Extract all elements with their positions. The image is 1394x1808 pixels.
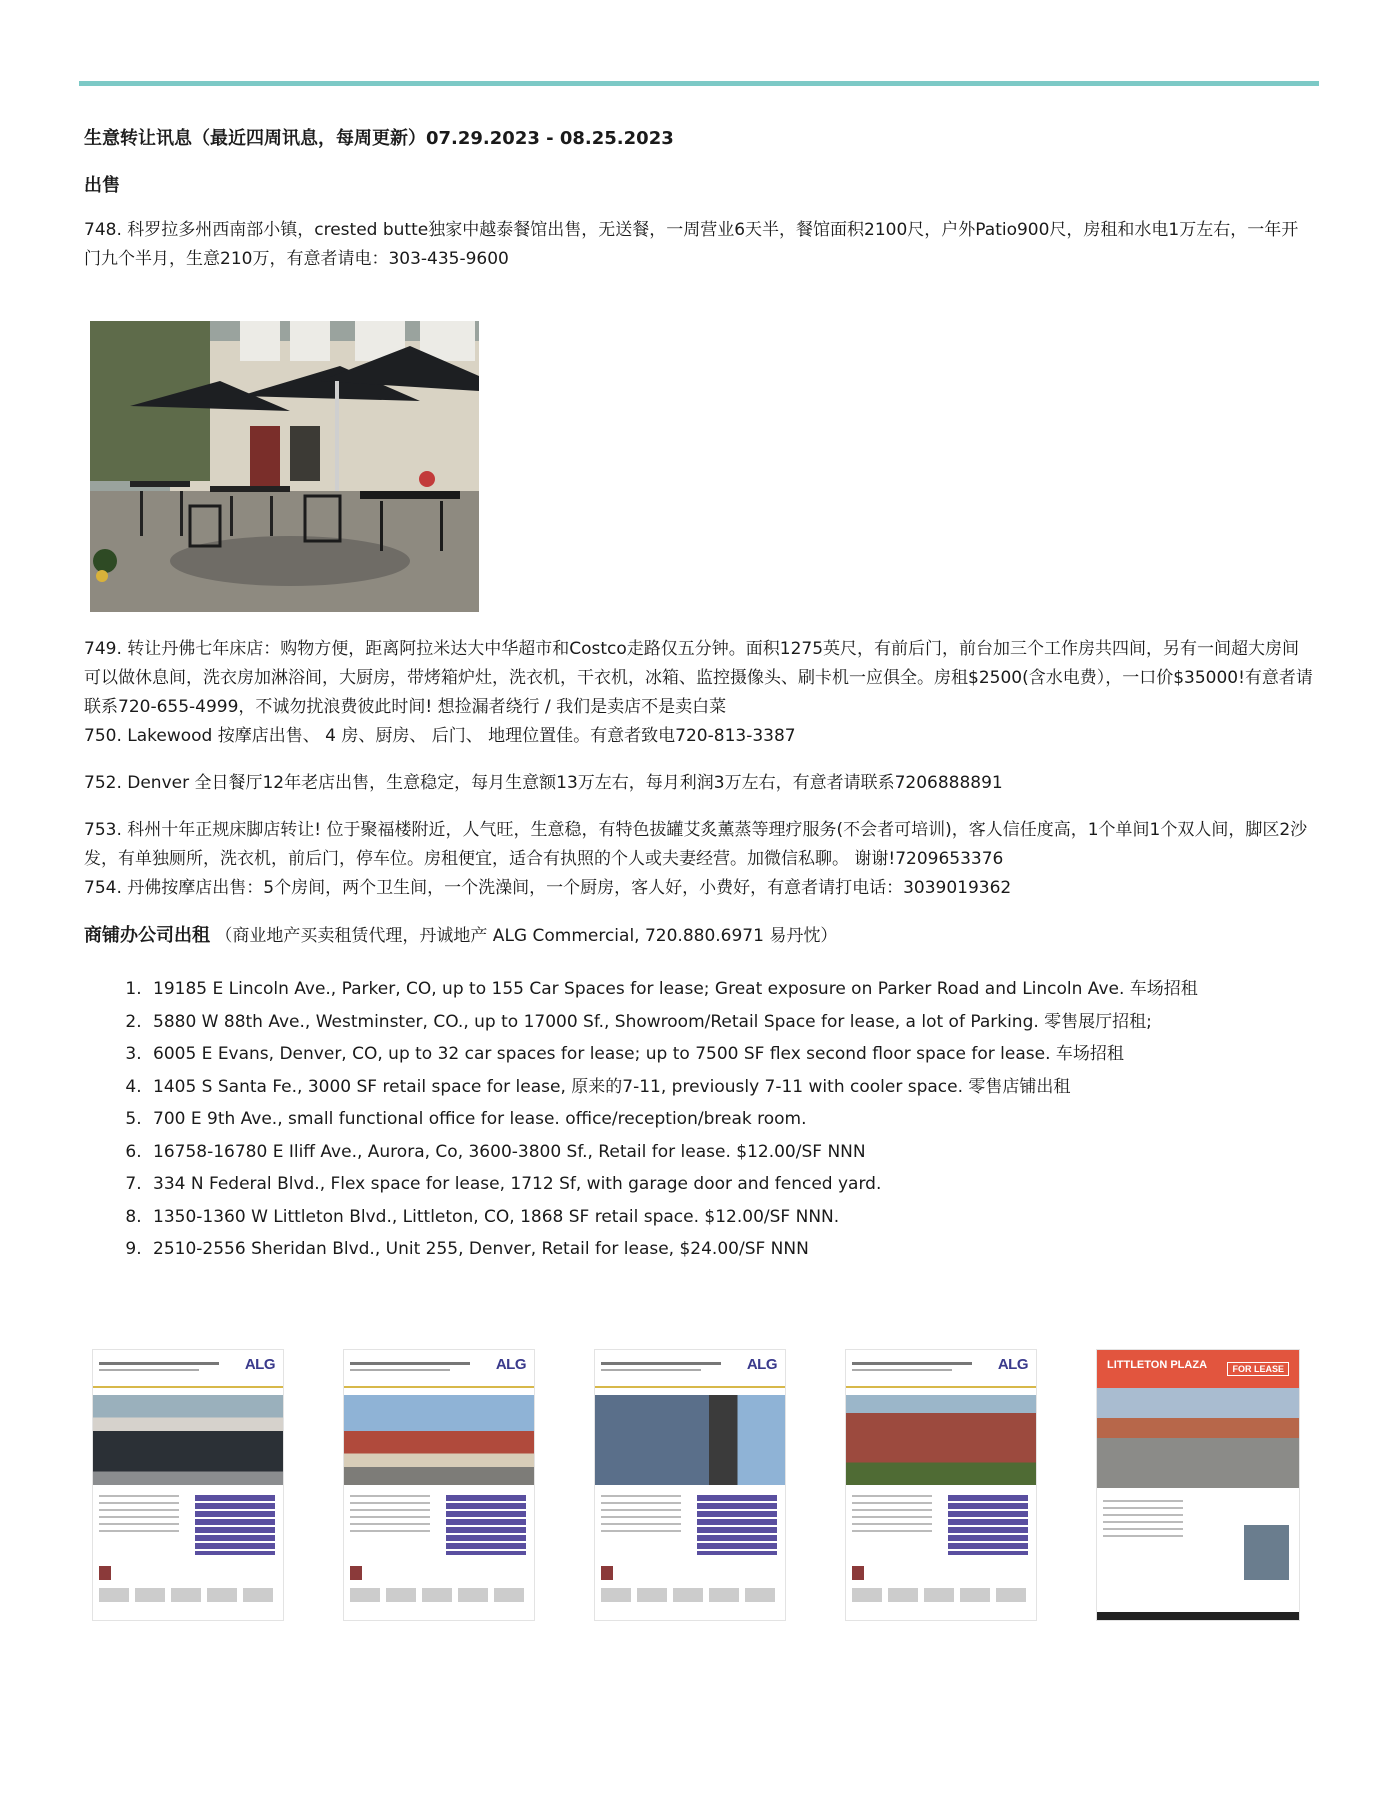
- flyer-text-lines: [99, 1495, 179, 1537]
- listing-748: 748. 科罗拉多州西南部小镇，crested butte独家中越泰餐馆出售，无送餐，一周营业6天半，餐馆面积2100尺，户外Patio900尺，房租和水电1万左右，一年开门九个半月，生意210万，有意者请电：303-435-9600: [84, 220, 1299, 269]
- lease-item: 7. 334 N Federal Blvd., Flex space for lease, 1712 Sf, with garage door and fenced yard.: [147, 1168, 1314, 1201]
- lease-item: 3. 6005 E Evans, Denver, CO, up to 32 car spaces for lease; up to 7500 SF flex second floor space for lease. 车场招租: [147, 1038, 1314, 1071]
- flyer-footer: [852, 1588, 1030, 1602]
- sale-heading: 出售: [84, 175, 120, 196]
- littleton-title: LITTLETON PLAZA: [1107, 1359, 1208, 1371]
- flyer-sign-photo: [1244, 1525, 1289, 1580]
- flyer-title-bar: [601, 1362, 721, 1365]
- lease-item: 9. 2510-2556 Sheridan Blvd., Unit 255, Denver, Retail for lease, $24.00/SF NNN: [147, 1233, 1314, 1266]
- flyer-summary-table: [697, 1495, 777, 1555]
- lease-heading: 商铺办公司出租: [84, 925, 210, 946]
- flyer-subtitle-bar: [350, 1369, 450, 1371]
- property-flyers: [92, 1349, 1298, 1621]
- listing-754: 754. 丹佛按摩店出售：5个房间，两个卫生间，一个洗澡间，一个厨房，客人好，小费好，有意者请打电话：3039019362: [84, 878, 1012, 898]
- alg-logo: ALG: [997, 1356, 1028, 1373]
- flyer-rule: [93, 1386, 283, 1388]
- lease-subheading: （商业地产买卖租赁代理，丹诚地产 ALG Commercial, 720.880.6971 易丹忱）: [215, 926, 838, 946]
- flyer-text-lines: [852, 1495, 932, 1537]
- lease-item: 8. 1350-1360 W Littleton Blvd., Littleton, CO, 1868 SF retail space. $12.00/SF NNN.: [147, 1201, 1314, 1234]
- flyer-footer: [601, 1588, 779, 1602]
- listing-749: 749. 转让丹佛七年床店：购物方便，距离阿拉米达大中华超市和Costco走路仅五分钟。面积1275英尺，有前后门，前台加三个工作房共四间，另有一间超大房间可以做休息间，洗衣房加淋浴间，大厨房，带烤箱炉灶，洗衣机，干衣机，冰箱、监控摄像头、刷卡机一应俱全。房租$2500(含水电费），一口价$35000!有意者请联系720-655-4999，不诚勿扰浪费彼此时间! 想捡漏者绕行 / 我们是卖店不是卖白菜: [84, 639, 1313, 717]
- flyer-title-bar: [99, 1362, 219, 1365]
- lease-item: 5. 700 E 9th Ave., small functional office for lease. office/reception/break room.: [147, 1103, 1314, 1136]
- flyer-subtitle-bar: [852, 1369, 952, 1371]
- lease-list: [84, 973, 1314, 1266]
- document-body: [84, 124, 1314, 1266]
- flyer-auto-repair: [594, 1349, 786, 1621]
- flyer-rule: [846, 1386, 1036, 1388]
- flyer-photo: [93, 1395, 283, 1485]
- listing-752: 752. Denver 全日餐厅12年老店出售，生意稳定，每月生意额13万左右，每月利润3万左右，有意者请联系7206888891: [84, 773, 1003, 793]
- lease-item: 4. 1405 S Santa Fe., 3000 SF retail space for lease, 原来的7-11, previously 7-11 with cooler space. 零售店铺出租: [147, 1071, 1314, 1104]
- flyer-text-lines: [601, 1495, 681, 1537]
- flyer-footer: [350, 1588, 528, 1602]
- agent-photo: [350, 1566, 362, 1580]
- restaurant-patio-photo: [90, 321, 479, 612]
- alg-logo: ALG: [244, 1356, 275, 1373]
- flyer-summary-table: [446, 1495, 526, 1555]
- flyer-text-lines: [1103, 1500, 1183, 1542]
- flyer-text-lines: [350, 1495, 430, 1537]
- littleton-header: [1097, 1350, 1299, 1388]
- alg-logo: ALG: [495, 1356, 526, 1373]
- alg-logo: ALG: [746, 1356, 777, 1373]
- flyer-santo-plaza: [343, 1349, 535, 1621]
- flyer-littleton-plaza: [1096, 1349, 1300, 1621]
- for-lease-badge: FOR LEASE: [1227, 1362, 1289, 1376]
- lease-item: 6. 16758-16780 E Iliff Ave., Aurora, Co, 3600-3800 Sf., Retail for lease. $12.00/SF NNN: [147, 1136, 1314, 1169]
- flyer-rule: [595, 1386, 785, 1388]
- agent-photo: [852, 1566, 864, 1580]
- agent-photo: [99, 1566, 111, 1580]
- lease-heading-line: [84, 921, 1314, 951]
- flyer-subtitle-bar: [601, 1369, 701, 1371]
- flyer-east-iliff-plaza: [92, 1349, 284, 1621]
- flyer-700-e-9th-ave: [845, 1349, 1037, 1621]
- flyer-footer: [99, 1588, 277, 1602]
- flyer-title-bar: [852, 1362, 972, 1365]
- agent-photo: [601, 1566, 613, 1580]
- patio-illustration: [90, 321, 479, 612]
- lease-item: 2. 5880 W 88th Ave., Westminster, CO., up to 17000 Sf., Showroom/Retail Space for lease, a lot of Parking. 零售展厅招租;: [147, 1006, 1314, 1039]
- flyer-rule: [344, 1386, 534, 1388]
- littleton-footer-bar: [1097, 1612, 1299, 1620]
- flyer-photo: [344, 1395, 534, 1485]
- flyer-photo: [595, 1395, 785, 1485]
- listing-753: 753. 科州十年正规床脚店转让! 位于聚福楼附近，人气旺，生意稳，有特色拔罐艾炙薰蒸等理疗服务(不会者可培训)，客人信任度高，1个单间1个双人间，脚区2沙发，有单独厕所，洗衣机，前后门，停车位。房租便宜，适合有执照的个人或夫妻经营。加微信私聊。 谢谢!7209653376: [84, 820, 1308, 869]
- flyer-summary-table: [948, 1495, 1028, 1555]
- flyer-summary-table: [195, 1495, 275, 1555]
- top-accent-bar: [79, 81, 1319, 86]
- flyer-title-bar: [350, 1362, 470, 1365]
- flyer-subtitle-bar: [99, 1369, 199, 1371]
- flyer-photo: [846, 1395, 1036, 1485]
- lease-item: 1. 19185 E Lincoln Ave., Parker, CO, up to 155 Car Spaces for lease; Great exposure on Parker Road and Lincoln Ave. 车场招租: [147, 973, 1314, 1006]
- page-title: 生意转让讯息（最近四周讯息，每周更新）07.29.2023 - 08.25.2023: [84, 128, 674, 149]
- listing-750: 750. Lakewood 按摩店出售、 4 房、厨房、 后门、 地理位置佳。有意者致电720-813-3387: [84, 726, 796, 746]
- flyer-photo: [1097, 1388, 1299, 1488]
